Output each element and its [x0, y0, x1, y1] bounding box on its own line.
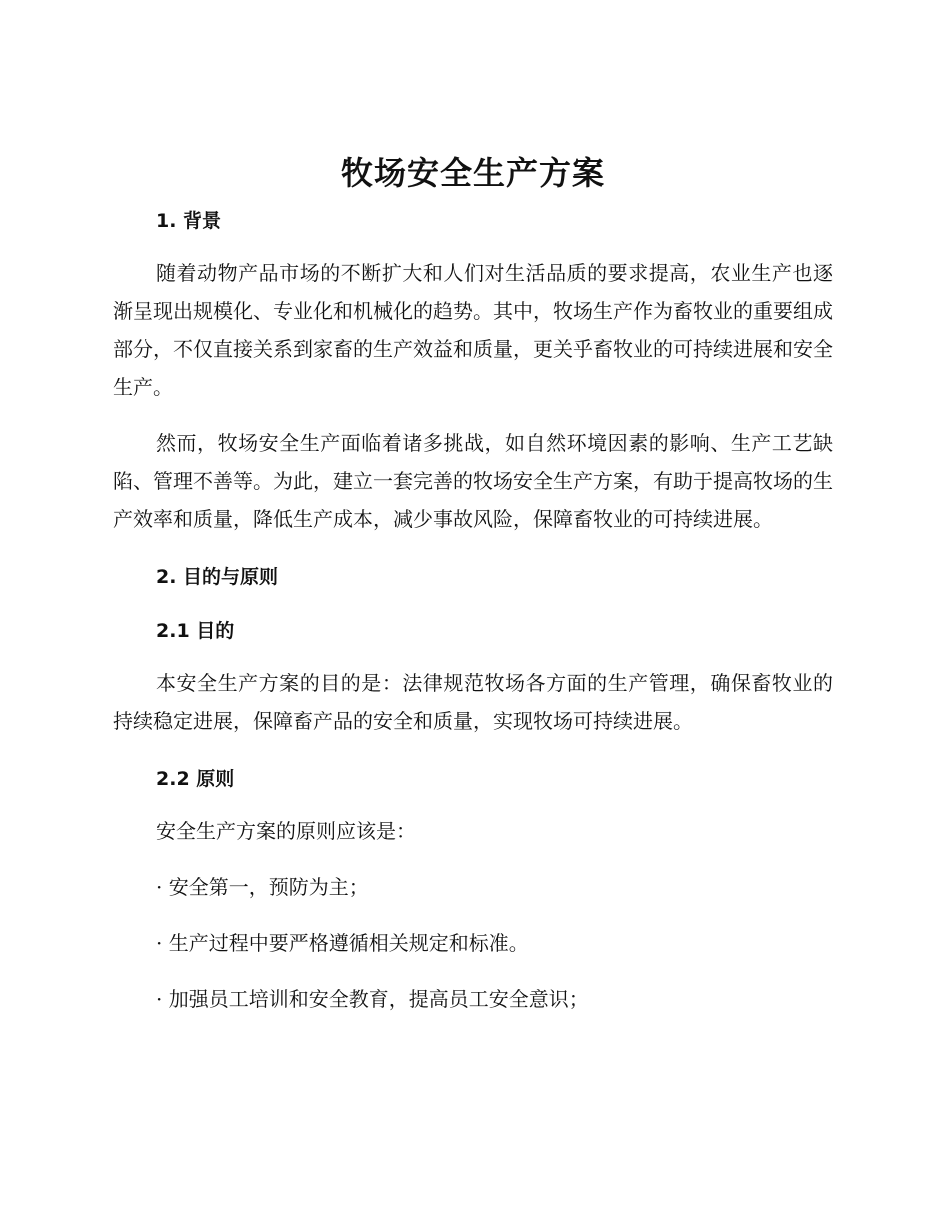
- paragraph-background-1: 随着动物产品市场的不断扩大和人们对生活品质的要求提高，农业生产也逐渐呈现出规模化、专业化和机械化的趋势。其中，牧场生产作为畜牧业的重要组成部分，不仅直接关系到家畜的生产效益和质量，更关乎畜牧业的可持续进展和安全生产。: [113, 261, 833, 399]
- spacer: [113, 850, 833, 868]
- spacer: [113, 592, 833, 616]
- paragraph-background-2: 然而，牧场安全生产面临着诸多挑战，如自然环境因素的影响、生产工艺缺陷、管理不善等。为此，建立一套完善的牧场安全生产方案，有助于提高牧场的生产效率和质量，降低生产成本，减少事故风险，保障畜牧业的可持续进展。: [113, 431, 833, 531]
- spacer: [113, 794, 833, 812]
- spacer: [113, 538, 833, 562]
- spacer: [113, 406, 833, 424]
- list-item-principle-2: · 生产过程中要严格遵循相关规定和标准。: [156, 931, 529, 955]
- document-title: 牧场安全生产方案: [340, 154, 605, 192]
- list-item-principle-3: · 加强员工培训和安全教育，提高员工安全意识；: [156, 987, 589, 1011]
- paragraph-purpose: 本安全生产方案的目的是：法律规范牧场各方面的生产管理，确保畜牧业的持续稳定进展，保障畜产品的安全和质量，实现牧场可持续进展。: [113, 671, 833, 733]
- paragraph-principles-intro: 安全生产方案的原则应该是：: [156, 819, 416, 843]
- spacer: [113, 906, 833, 924]
- section-heading-purpose-principles: 2. 目的与原则: [156, 566, 279, 588]
- document-body: [113, 150, 833, 1018]
- list-item-principle-1: · 安全第一，预防为主；: [156, 875, 369, 899]
- spacer: [113, 740, 833, 764]
- spacer: [113, 646, 833, 664]
- spacer: [113, 236, 833, 254]
- spacer: [113, 962, 833, 980]
- subsection-heading-purpose: 2.1 目的: [156, 620, 235, 642]
- subsection-heading-principles: 2.2 原则: [156, 768, 235, 790]
- section-heading-background: 1. 背景: [156, 210, 222, 232]
